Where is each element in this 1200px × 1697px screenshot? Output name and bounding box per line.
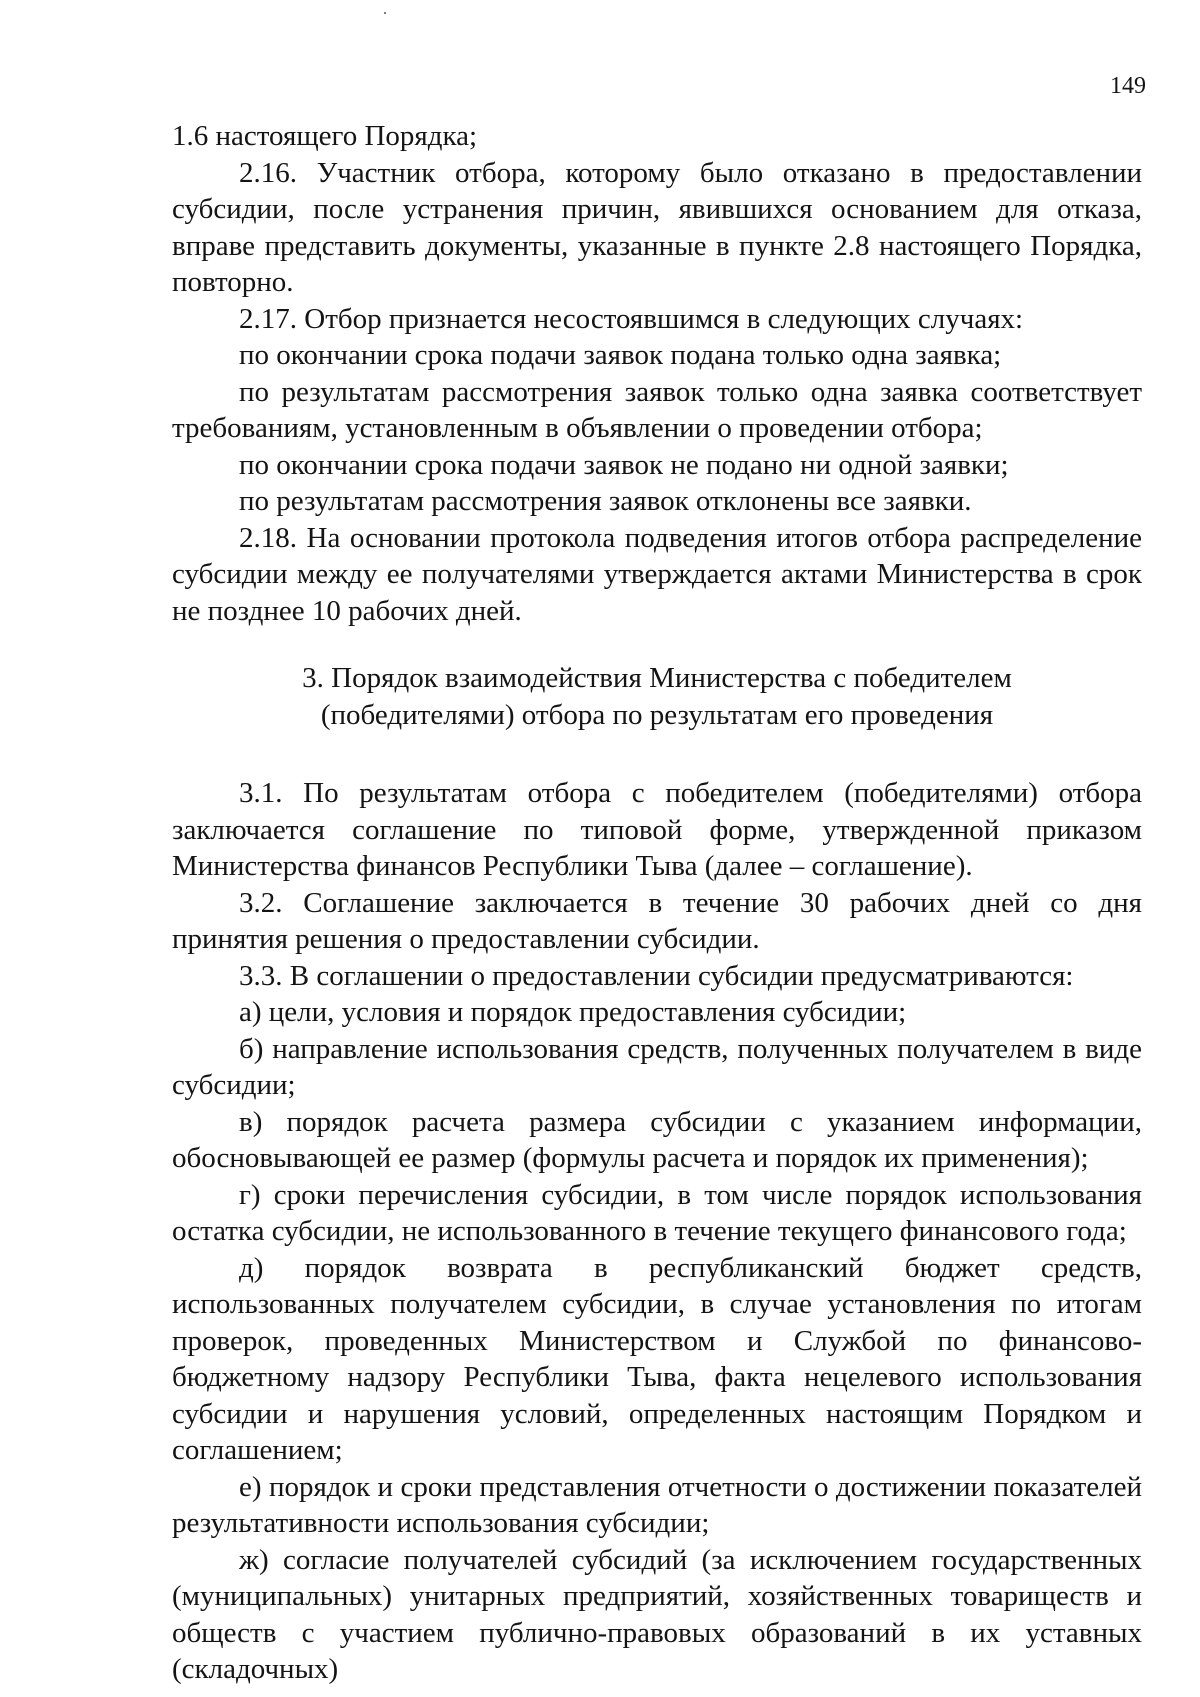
list-item-e: е) порядок и сроки представления отчетности о достижении показателей результативности использования субсидии; [172, 1470, 1142, 1539]
paragraph-2-17-case-3: по окончании срока подачи заявок не подано ни одной заявки; [239, 448, 1009, 481]
paragraph-2-17-case-1: по окончании срока подачи заявок подана только одна заявка; [239, 339, 1002, 371]
section-heading-line-1: 3. Порядок взаимодействия Министерства с победителем [302, 662, 1012, 694]
paragraph-2-17-case-2: по результатам рассмотрения заявок только одна заявка соответствует требованиям, установленным в объявлении о проведении отбора; [172, 375, 1142, 444]
paragraph-continuation: 1.6 настоящего Порядка; [172, 120, 478, 152]
list-item-g: г) сроки перечисления субсидии, в том числе порядок использования остатка субсидии, не использованного в течение текущего финансового года; [172, 1178, 1142, 1247]
paragraph-3-2: 3.2. Соглашение заключается в течение 30 рабочих дней со дня принятия решения о предоставлении субсидии. [172, 886, 1142, 955]
list-item-d: д) порядок возврата в республиканский бюджет средств, использованных получателем субсидии, в случае установления по итогам проверок, проведенных Министерством и Службой по финансово-бюджетному надзору Республики Тыва, факта нецелевого использования субсидии и нарушения условий, определенных настоящим Порядком и соглашением; [172, 1251, 1142, 1466]
document-body [172, 118, 1142, 1688]
section-heading-line-2: (победителями) отбора по результатам его проведения [320, 698, 994, 731]
list-item-a: а) цели, условия и порядок предоставления субсидии; [239, 996, 907, 1028]
scan-speck [384, 12, 386, 14]
paragraph-2-16: 2.16. Участник отбора, которому было отказано в предоставлении субсидии, после устранения причин, явившихся основанием для отказа, вправе представить документы, указанные в пункте 2.8 настоящего Порядка, повторно. [172, 156, 1142, 298]
list-item-b: б) направление использования средств, полученных получателем в виде субсидии; [172, 1032, 1142, 1101]
paragraph-2-18: 2.18. На основании протокола подведения итогов отбора распределение субсидии между ее получателями утверждается актами Министерства в срок не позднее 10 рабочих дней. [172, 521, 1142, 627]
paragraph-3-3: 3.3. В соглашении о предоставлении субсидии предусматриваются: [239, 959, 1074, 992]
paragraph-3-1: 3.1. По результатам отбора с победителем (победителями) отбора заключается соглашение по типовой форме, утвержденной приказом Министерства финансов Республики Тыва (далее – соглашение). [172, 777, 1142, 882]
paragraph-2-17-case-4: по результатам рассмотрения заявок отклонены все заявки. [239, 485, 972, 517]
list-item-v: в) порядок расчета размера субсидии с указанием информации, обосновывающей ее размер (формулы расчета и порядок их применения); [172, 1105, 1142, 1174]
section-3-heading [172, 660, 1142, 733]
list-item-zh: ж) согласие получателей субсидий (за исключением государственных (муниципальных) унитарных предприятий, хозяйственных товариществ и обществ с участием публично-правовых образований в их уставных (складочных) [172, 1543, 1142, 1685]
page-number: 149 [1110, 73, 1146, 99]
paragraph-2-17: 2.17. Отбор признается несостоявшимся в следующих случаях: [239, 302, 1024, 335]
